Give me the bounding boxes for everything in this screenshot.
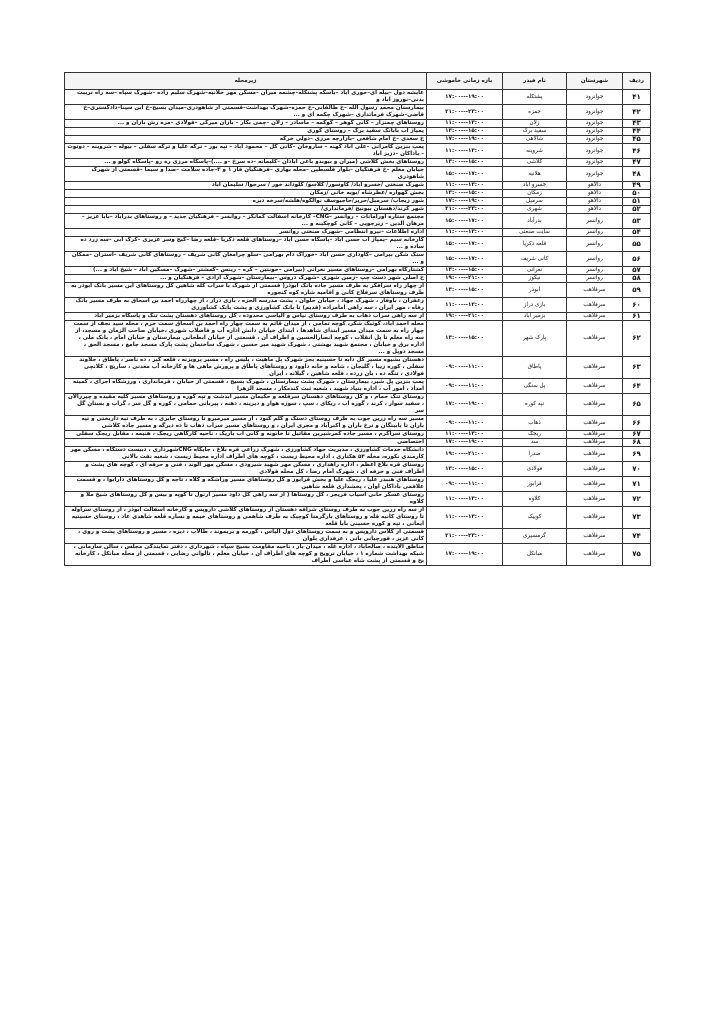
feeder-cell: گرمسیری bbox=[503, 529, 567, 544]
table-row bbox=[65, 198, 651, 206]
area-cell: شهر کرند/دهستان بیونیج /فرمانداری/ bbox=[65, 206, 427, 214]
city-cell: روانسر bbox=[567, 267, 623, 275]
area-cell: دهستان بشیوه مسیر کل دابه تا حسینیه بجز شهرک پل ماهیت ، پلیس راه ، مسیر پرویزنه ، قلعه گبر ، ده ناصر ، پاطاق ، جلاوند سفلی ، کوره زیبا ، گلیجان ، شامه و خانه داوود و روستاهای پاطاق و پرورش ماهی ها و کارخانه آب معدنی ، ساریچ ، کلانچی فولادی ، تنگه ده ، بان زرده ، قلعه شاهین ، گیلانه ، ایران bbox=[65, 357, 427, 379]
time-window-cell: ۱۱:۰۰---۱۳:۰۰ bbox=[427, 144, 503, 159]
row-number-cell: ۵۲ bbox=[623, 206, 651, 214]
time-window-cell: ۱۱:۰۰---۱۳:۰۰ bbox=[427, 182, 503, 190]
time-window-cell: ۱۹:۰۰---۲۱:۰۰ bbox=[427, 275, 503, 283]
feeder-cell: بازی دراز bbox=[503, 298, 567, 313]
feeder-cell: زلان bbox=[503, 120, 567, 128]
row-number-cell: ۵۹ bbox=[623, 283, 651, 298]
table-row bbox=[65, 416, 651, 431]
table-row bbox=[65, 394, 651, 416]
area-cell: قسمتی از کلاس داروپس و به سمت روستاهای دول الیاس ، گورمه و بریموند ، طالاب ، دیزه ، مسیر و روستاهای پشت و روی ، کانی عزیز ، قورچیانی باتی ، عرفداری بلوان bbox=[65, 529, 427, 544]
row-number-cell: ۶۳ bbox=[623, 357, 651, 379]
feeder-cell: پاطاق bbox=[503, 357, 567, 379]
area-cell: اداره اطلاعات –نیرو انتظامی –شهرک صنعتی روانسر bbox=[65, 229, 427, 237]
row-number-cell: ۶۱ bbox=[623, 313, 651, 321]
feeder-cell: کوییک bbox=[503, 507, 567, 529]
area-cell: مجتمع ستاره اورامانات – روانسر –CNG– کارخانه آسفالت کمانگر – روانسر – فرهنگیان جدید – و روستاهای بدرآباد –بابا عزیز –مرهان الدین – زیرجویی – کانی کوچکینه و ... bbox=[65, 214, 427, 229]
row-number-cell: ۶۷ bbox=[623, 431, 651, 439]
table-row bbox=[65, 206, 651, 214]
feeder-cell: تپه کوره bbox=[503, 394, 567, 416]
city-cell: سرفلاهب bbox=[567, 431, 623, 439]
time-window-cell: ۱۳:۰۰---۱۵:۰۰ bbox=[427, 462, 503, 477]
city-cell: روانسر bbox=[567, 275, 623, 283]
city-cell: سرفلاهب bbox=[567, 379, 623, 394]
city-cell: روانسر bbox=[567, 229, 623, 237]
feeder-cell: سرمیل bbox=[503, 198, 567, 206]
header-time: بازه زمانی خاموشی bbox=[427, 73, 503, 90]
feeder-cell: ریجگ bbox=[503, 431, 567, 439]
area-cell: زعفران ، باوقار ، شهرک جهاد ، خیابان حلوان ، پشت مدرسه الحزه ، بازی دراز ، از چهارراه احمد بن اسحاق به طرف مسیر بانک رفاه ، مهر ایران ، سه راهی امامزاده (قدیم) تا بانک کشاورزی و پشت بانک کشاورزی bbox=[65, 298, 427, 313]
area-cell: کشتارگاه بهرامی –روستاهای مسیر نعرانی (بیرامی –خونتین – کره – رینس –کمشتر –شهرک –مسکین اباد – شیخ اباد و ...) bbox=[65, 267, 427, 275]
area-cell: کارخانه سیم –پمپاژ اب حسن اباد –پاسگاه حسن اباد –روستاهای قلعه ذکریا –قلعه رضا –کیج وسر عزیزی –کرک آبی –سه زرد ده ساده و ... bbox=[65, 237, 427, 252]
table-row bbox=[65, 144, 651, 159]
table-row bbox=[65, 379, 651, 394]
city-cell: دالاهو bbox=[567, 190, 623, 198]
city-cell: سرفلاهب bbox=[567, 544, 623, 566]
area-cell: از چهار راه سرافکر به طرف مسیر جاده بانک ابوذر( قسمتی از شهرک با سرآب کله شاهین کل روستاهای این مسیر بانک ابوذر به طرف روستاهای سرفلاح کانی و اقامیه شاره کوه کنجوره bbox=[65, 283, 427, 298]
row-number-cell: ۴۲ bbox=[623, 105, 651, 120]
city-cell: جوانرود bbox=[567, 159, 623, 167]
time-window-cell: ۱۳:۰۰---۱۵:۰۰ bbox=[427, 190, 503, 198]
feeder-cell: پشتکله bbox=[503, 90, 567, 105]
feeder-cell: سد bbox=[503, 439, 567, 447]
time-window-cell: ۲۱:۰۰---۲۳:۰۰ bbox=[427, 206, 503, 214]
header-city: شهرستان bbox=[567, 73, 623, 90]
table-row bbox=[65, 321, 651, 357]
area-cell: عایشه دول –بیله ای–حوری اباد –باسکه پشتکله–چشمه میران –مسکن مهر خلانیه–شهرک سلیم زاده –شهرک سپاه –سه راه تربیت بدنی–نوروز اباد و bbox=[65, 90, 427, 105]
area-cell: از سه راه زرین جوب به طرف روستای شرافه دهستان از روستاهای کلاشی داروپس و کارخانه آسفالت ابوذر ، از روستای سراوله تا روستای کانیه قله و روستاهای بارگرمتا کوچیک به طرف شاهمی و روستاهای خیمه و نساره قلعه شاهدی عاد ، روستای حسینیه ایمانی ، تپه و کوره حسینی بابا قلعه bbox=[65, 507, 427, 529]
feeder-cell: کلاشی bbox=[503, 159, 567, 167]
table-row bbox=[65, 507, 651, 529]
row-number-cell: ۷۴ bbox=[623, 529, 651, 544]
city-cell: سرفلاهب bbox=[567, 321, 623, 357]
feeder-cell: مبانکل bbox=[503, 544, 567, 566]
time-window-cell: ۰۹:۰۰---۱۱:۰۰ bbox=[427, 357, 503, 379]
table-row bbox=[65, 167, 651, 182]
row-number-cell: ۴۶ bbox=[623, 144, 651, 159]
table-row bbox=[65, 214, 651, 229]
time-window-cell: ۱۷:۰۰---۱۹:۰۰ bbox=[427, 198, 503, 206]
row-number-cell: ۴۹ bbox=[623, 182, 651, 190]
city-cell: سرفلاهب bbox=[567, 507, 623, 529]
area-cell: پمپاژ اب بابانک سفید برگ – روستای کوری bbox=[65, 128, 427, 136]
area-cell: از سه راهی سراب ذهاب به طرف روستای نیاس و الیاسی محدوده ، کل روستاهای دهستان پشت تنگ و پاسگاه بزمیر آباد bbox=[65, 313, 427, 321]
table-row bbox=[65, 492, 651, 507]
area-cell: روستای سراکرم ، مسیر جاده کمرشیرین مقاتیل تا خانونه و کانی اب باریک ، ناحیه کارگاهی ریجگ ، هنیمه ، مقابل ریجگ سفلی bbox=[65, 431, 427, 439]
table-row bbox=[65, 283, 651, 298]
time-window-cell: ۱۵:۰۰---۱۷:۰۰ bbox=[427, 237, 503, 252]
table-row bbox=[65, 313, 651, 321]
feeder-cell: سایت صنعتی bbox=[503, 229, 567, 237]
time-window-cell: ۱۱:۰۰---۱۳:۰۰ bbox=[427, 298, 503, 313]
row-number-cell: ۵۶ bbox=[623, 252, 651, 267]
time-window-cell: ۱۵:۰۰---۱۷:۰۰ bbox=[427, 167, 503, 182]
table-row bbox=[65, 462, 651, 477]
table-row bbox=[65, 275, 651, 283]
feeder-cell: ابوذر bbox=[503, 283, 567, 298]
time-window-cell: ۱۱:۰۰---۱۳:۰۰ bbox=[427, 431, 503, 439]
table-row bbox=[65, 229, 651, 237]
time-window-cell: ۱۳:۰۰---۱۵:۰۰ bbox=[427, 159, 503, 167]
time-window-cell: ۱۷:۰۰---۱۹:۰۰ bbox=[427, 90, 503, 105]
area-cell: خ اصلی شهر دست چپ –زمین شهری –شهرک دروس –بیمارستان –شهرک آزادی – فرهنگیان و ... bbox=[65, 275, 427, 283]
city-cell: جوانرود bbox=[567, 144, 623, 159]
area-cell: روستای عسکر خانی آسیاب فریجر ، کل روستاها ( از سه راهی کل داود مسیر ارنول تا کوپه و بیس و کل روستاهای شیخ ملا و کلاوه bbox=[65, 492, 427, 507]
row-number-cell: ۷۱ bbox=[623, 477, 651, 492]
header-area: زیرمحله bbox=[65, 73, 427, 90]
city-cell: دالاهو bbox=[567, 198, 623, 206]
area-cell: محله احمد آباد، کوئیک شکر، کوچه تمامی ، از میدان قائم به سمت چهار راه احمد بن اسحاق سمت حرم ، محله سید نجف از سمت چهار راه به سمت میدان مسیر ابتدای شاهدها ، ابتدای خیابان دانش اداره آب و فاضلاب شهری ،خیابان صاحب الزمان و مسجد، از سه راه معلم تا پل انقلاب ، کوچه انصارالحسین و اطراف آن ، قسمتی از خیابان ابطحانی بیمارستان و خیابان امام ، بانک ملی ، اداره برق و خیابان ، مجتمع شهید بهشتی ، شهرک شهید میر حسین ، شهرک ساختمان پشت پارک مسجد جامع ، مسجد الحق ، مسجد دوپل و ... bbox=[65, 321, 427, 357]
table-row bbox=[65, 252, 651, 267]
feeder-cell: سفید برگ bbox=[503, 128, 567, 136]
feeder-cell: حمزه bbox=[503, 105, 567, 120]
row-number-cell: ۶۵ bbox=[623, 394, 651, 416]
city-cell: سرفلاهب bbox=[567, 416, 623, 431]
time-window-cell: ۰۹:۰۰---۱۱:۰۰ bbox=[427, 477, 503, 492]
row-number-cell: ۴۷ bbox=[623, 159, 651, 167]
city-cell: جوانرود bbox=[567, 167, 623, 182]
time-window-cell: ۱۱:۰۰---۱۳:۰۰ bbox=[427, 507, 503, 529]
table-header-row bbox=[65, 73, 651, 90]
city-cell: جوانرود bbox=[567, 90, 623, 105]
feeder-cell: شالاهی bbox=[503, 136, 567, 144]
feeder-cell: بدرآباد bbox=[503, 214, 567, 229]
row-number-cell: ۷۲ bbox=[623, 492, 651, 507]
area-cell: دانشکاه خدمات کشاورزی ، مدیریت جهاد کشاورزی ، شهرک زراعی فره بلاغ ، جایگاه CNGشهرداری ، دبیست دستگاه ، مسکن مهر کارمندی نکوره، محله ۵۴ هکتاری ، اداره محیط زیست ، کوچه های اطراف اداره محیط زیست ، شعبه نفت بالانی bbox=[65, 447, 427, 462]
area-cell: مسیر سه راه زرین جوب به طرف روستای دستگ و گلم کبود ، از مسیر میرمیرو تا روستای جابری ، به طرف تپه داربختی و تپه باران تا بابیتگان و ترخ باران و اکبرآباد و مجری ایران ، و روستاهای مسیر سراب ذهاب تا ده دیرگه و مسیر جاده کلاشی bbox=[65, 416, 427, 431]
city-cell: سرفلاهب bbox=[567, 492, 623, 507]
time-window-cell: ۱۹:۰۰---۲۱:۰۰ bbox=[427, 447, 503, 462]
time-window-cell: ۲۱:۰۰---۲۳:۰۰ bbox=[427, 529, 503, 544]
area-cell: شهرک صنعتی /خسرو آباد/ کاوسور/ کلاسو/ گلوداند خور / سرجوا/ سلیمان آباد bbox=[65, 182, 427, 190]
outage-schedule-sheet bbox=[64, 72, 650, 566]
table-row bbox=[65, 439, 651, 447]
row-number-cell: ۴۴ bbox=[623, 128, 651, 136]
city-cell: دالاهو bbox=[567, 206, 623, 214]
row-number-cell: ۵۱ bbox=[623, 198, 651, 206]
table-row bbox=[65, 105, 651, 120]
feeder-cell: بزمیر آباد bbox=[503, 313, 567, 321]
time-window-cell: ۱۵:۰۰---۱۷:۰۰ bbox=[427, 214, 503, 229]
row-number-cell: ۶۹ bbox=[623, 447, 651, 462]
city-cell: سرفلاهب bbox=[567, 313, 623, 321]
time-window-cell: ۱۳:۰۰---۱۵:۰۰ bbox=[427, 321, 503, 357]
time-window-cell: ۱۵:۰۰---۱۷:۰۰ bbox=[427, 252, 503, 267]
feeder-cell: کانی شریف bbox=[503, 252, 567, 267]
city-cell: سرفلاهب bbox=[567, 439, 623, 447]
time-window-cell: ۱۹:۰۰---۲۱:۰۰ bbox=[427, 313, 503, 321]
city-cell: روانسر bbox=[567, 237, 623, 252]
city-cell: روانسر bbox=[567, 214, 623, 229]
row-number-cell: ۷۰ bbox=[623, 462, 651, 477]
row-number-cell: ۷۳ bbox=[623, 507, 651, 529]
area-cell: شور زیجاب/ سرمیل/حریر/حاجیوسف نوالکوه/هلشه/سرخه دیزه bbox=[65, 198, 427, 206]
row-number-cell: ۶۲ bbox=[623, 321, 651, 357]
header-feeder: نام فیدر bbox=[503, 73, 567, 90]
table-row bbox=[65, 477, 651, 492]
table-row bbox=[65, 90, 651, 105]
time-window-cell: ۱۳:۰۰---۱۵:۰۰ bbox=[427, 128, 503, 136]
feeder-cell: قرابوز bbox=[503, 477, 567, 492]
table-row bbox=[65, 431, 651, 439]
table-row bbox=[65, 357, 651, 379]
city-cell: جوانرود bbox=[567, 120, 623, 128]
outage-table bbox=[64, 72, 651, 566]
feeder-cell: هلانیه bbox=[503, 167, 567, 182]
row-number-cell: ۶۴ bbox=[623, 379, 651, 394]
area-cell: روستای تنگ حمام ، و کل روستاهای دهستان سرقلعه و حکیمان مسیر آبدشت و تپه کوره و روستاهای مسیر کلیه مقیده و چیرزالان ، سفید سوار ، کرند ، گوره اب ، ریکای ، سپ ، سوزه هوار و دیرینه ، دهنه ، پیربانی حمامی ، کوره و گل سر ، گراب و بستان گل سر bbox=[65, 394, 427, 416]
city-cell: دالاهو bbox=[567, 182, 623, 190]
area-cell: پمپ بنزین کامرانی –علی آباد کهنه – ساروخان –کانی گل – محمود اباد – تپه بور – ترکه علیا و ترکه سفلی – بیوله – شروینه – دوتوت – باداکان –دزیز اباد bbox=[65, 144, 427, 159]
feeder-cell: قلعه ذکریا bbox=[503, 237, 567, 252]
feeder-cell: ذهاب bbox=[503, 416, 567, 431]
area-cell: روستای قره بلاغ اعظم ، اداره راهداری ، مسکن مهر شهید شیرودی ، مسکن مهر الوند ، فنی و حرفه ای ، کوچه های پشت و اطراف فنی و حرفه ای ، شهرک امام رضا ، کل محله فولادی bbox=[65, 462, 427, 477]
city-cell: سرفلاهب bbox=[567, 298, 623, 313]
table-row bbox=[65, 190, 651, 198]
feeder-cell: فولادی bbox=[503, 462, 567, 477]
feeder-cell: کلاوه bbox=[503, 492, 567, 507]
table-row bbox=[65, 120, 651, 128]
row-number-cell: ۵۷ bbox=[623, 267, 651, 275]
time-window-cell: ۱۱:۰۰---۱۳:۰۰ bbox=[427, 120, 503, 128]
city-cell: جوانرود bbox=[567, 128, 623, 136]
row-number-cell: ۵۴ bbox=[623, 229, 651, 237]
area-cell: روستاهای بخش کلاشی (میران و بیوندو باغی ابادان –کلیمانه –ده سرخ –و ....)–پاسگاه مرزی ره رو –پاسگاه کولو و ... bbox=[65, 159, 427, 167]
area-cell: اختصاصی bbox=[65, 439, 427, 447]
table-row bbox=[65, 182, 651, 190]
city-cell: سرفلاهب bbox=[567, 283, 623, 298]
row-number-cell: ۵۳ bbox=[623, 214, 651, 229]
time-window-cell: ۱۳:۰۰---۱۵:۰۰ bbox=[427, 267, 503, 275]
feeder-cell: صدرا bbox=[503, 447, 567, 462]
time-window-cell: ۱۷:۰۰---۱۹:۰۰ bbox=[427, 544, 503, 566]
time-window-cell: ۱۷:۰۰---۱۹:۰۰ bbox=[427, 394, 503, 416]
area-cell: خیابان معلم –خ فرهنگیان –بلوار فلسطین –محله بهاری –فرهنگیان فاز ۱ و ۳–جاده سلامت –صدا و سیما –قسمتی از شهرک شاهودری bbox=[65, 167, 427, 182]
row-number-cell: ۴۸ bbox=[623, 167, 651, 182]
row-number-cell: ۶۰ bbox=[623, 298, 651, 313]
row-number-cell: ۵۸ bbox=[623, 275, 651, 283]
feeder-cell: زمکان bbox=[503, 190, 567, 198]
time-window-cell: ۰۹:۰۰---۱۱:۰۰ bbox=[427, 379, 503, 394]
table-row bbox=[65, 544, 651, 566]
time-window-cell: ۱۷:۰۰---۱۹:۰۰ bbox=[427, 439, 503, 447]
city-cell: سرفلاهب bbox=[567, 394, 623, 416]
area-cell: مناطق آلاینده ، صالحاباد ، اداره غله ، میدان بار ، ناحیه مقاومت بسیج سپاه ، شهرداری ، دفتر نمایندگی مجلس ، سالن سازمانی ، شبکه بهداشت شماره ۱ ، خیابان ترویج و کوچه های اطراف آن ، خیابان معلم ، تالوانی رضایی ، قسمتی از محله مبانکل ، کارخانه یخ و قسمتی از پشت شاه عباسی اطراف bbox=[65, 544, 427, 566]
time-window-cell: ۱۳:۰۰---۱۵:۰۰ bbox=[427, 283, 503, 298]
feeder-cell: نیکوز bbox=[503, 275, 567, 283]
table-row bbox=[65, 267, 651, 275]
city-cell: جوانرود bbox=[567, 136, 623, 144]
header-row-no: ردیف bbox=[623, 73, 651, 90]
feeder-cell: شهری bbox=[503, 206, 567, 214]
area-cell: بخش گهواره /عطرشاه /بویه خانی /زمکان bbox=[65, 190, 427, 198]
time-window-cell: ۱۱:۰۰---۱۳:۰۰ bbox=[427, 492, 503, 507]
feeder-cell: پارک شهر bbox=[503, 321, 567, 357]
row-number-cell: ۴۳ bbox=[623, 120, 651, 128]
time-window-cell: ۲۱:۰۰---۲۳:۰۰ bbox=[427, 105, 503, 120]
feeder-cell: نعرانی bbox=[503, 267, 567, 275]
time-window-cell: ۰۹:۰۰---۱۱:۰۰ bbox=[427, 416, 503, 431]
row-number-cell: ۴۵ bbox=[623, 136, 651, 144]
city-cell: سرفلاهب bbox=[567, 357, 623, 379]
city-cell: سرفلاهب bbox=[567, 529, 623, 544]
time-window-cell: ۱۷:۰۰---۱۹:۰۰ bbox=[427, 136, 503, 144]
table-row bbox=[65, 136, 651, 144]
table-row bbox=[65, 298, 651, 313]
feeder-cell: خسرو آباد bbox=[503, 182, 567, 190]
table-row bbox=[65, 447, 651, 462]
time-window-cell: ۱۱:۰۰---۱۳:۰۰ bbox=[427, 229, 503, 237]
area-cell: خ سعدی –خ امام شافعی –بازارچه مرزی –دولی خرکه bbox=[65, 136, 427, 144]
city-cell: روانسر bbox=[567, 252, 623, 267]
table-row bbox=[65, 128, 651, 136]
table-body bbox=[65, 90, 651, 566]
table-row bbox=[65, 529, 651, 544]
city-cell: سرفلاهب bbox=[567, 462, 623, 477]
city-cell: جوانرود bbox=[567, 105, 623, 120]
row-number-cell: ۵۰ bbox=[623, 190, 651, 198]
row-number-cell: ۶۶ bbox=[623, 416, 651, 431]
city-cell: سرفلاهب bbox=[567, 447, 623, 462]
row-number-cell: ۴۱ bbox=[623, 90, 651, 105]
area-cell: روستاهای هنبدر علیا ، ریجگ علیا و بخش قرابوز و کل روستاهای مسیر وراشکه و کلاه ، تاجه و کل روستاهای دارابوا ، و قسمت علاقمی باداکان اوان ، پخشداری قلعه شاهین bbox=[65, 477, 427, 492]
row-number-cell: ۶۸ bbox=[623, 439, 651, 447]
area-cell: پمپ بنزین پل شیر، بیمارستان ، شهرک پشت بیمارستان ، شهرک بسیج ، قسمتی از خیابان ، فرمانداری ، ورزشگاه اجرای ، کمیته امداد ، امور آب ، اداره بنیاد شهید ، شعبه ثبت کندمکار ، مسجد الزهرا bbox=[65, 379, 427, 394]
area-cell: سنگ شکن بیرامی –گاوداری حسن اباد –خوراک دام بهرامی –سلو چرامعان کانی شریف – روستاهای کانی شریف –آستران –ممکان و ... bbox=[65, 252, 427, 267]
table-row bbox=[65, 159, 651, 167]
city-cell: سرفلاهب bbox=[567, 477, 623, 492]
table-row bbox=[65, 237, 651, 252]
row-number-cell: ۵۵ bbox=[623, 237, 651, 252]
area-cell: روستاهای چمنزار – کانی گوهر – کوکمه – ماسادر – زلان –چمی بکار – بازان میرکی –فولادی –مزه رش بازان و ... bbox=[65, 120, 427, 128]
feeder-cell: شروینه bbox=[503, 144, 567, 159]
feeder-cell: پل سنگی bbox=[503, 379, 567, 394]
row-number-cell: ۷۵ bbox=[623, 544, 651, 566]
area-cell: بیمارستان محمد رسول الله –خ طالقانی–خ حمزه–شهرک بهداشت–قسمتی از شاهودری–میدان بسیج–خ ابن سینا–دادگستری–خ قاضی–شهرک فرمانداری –شهرک چکمه ای و ... bbox=[65, 105, 427, 120]
